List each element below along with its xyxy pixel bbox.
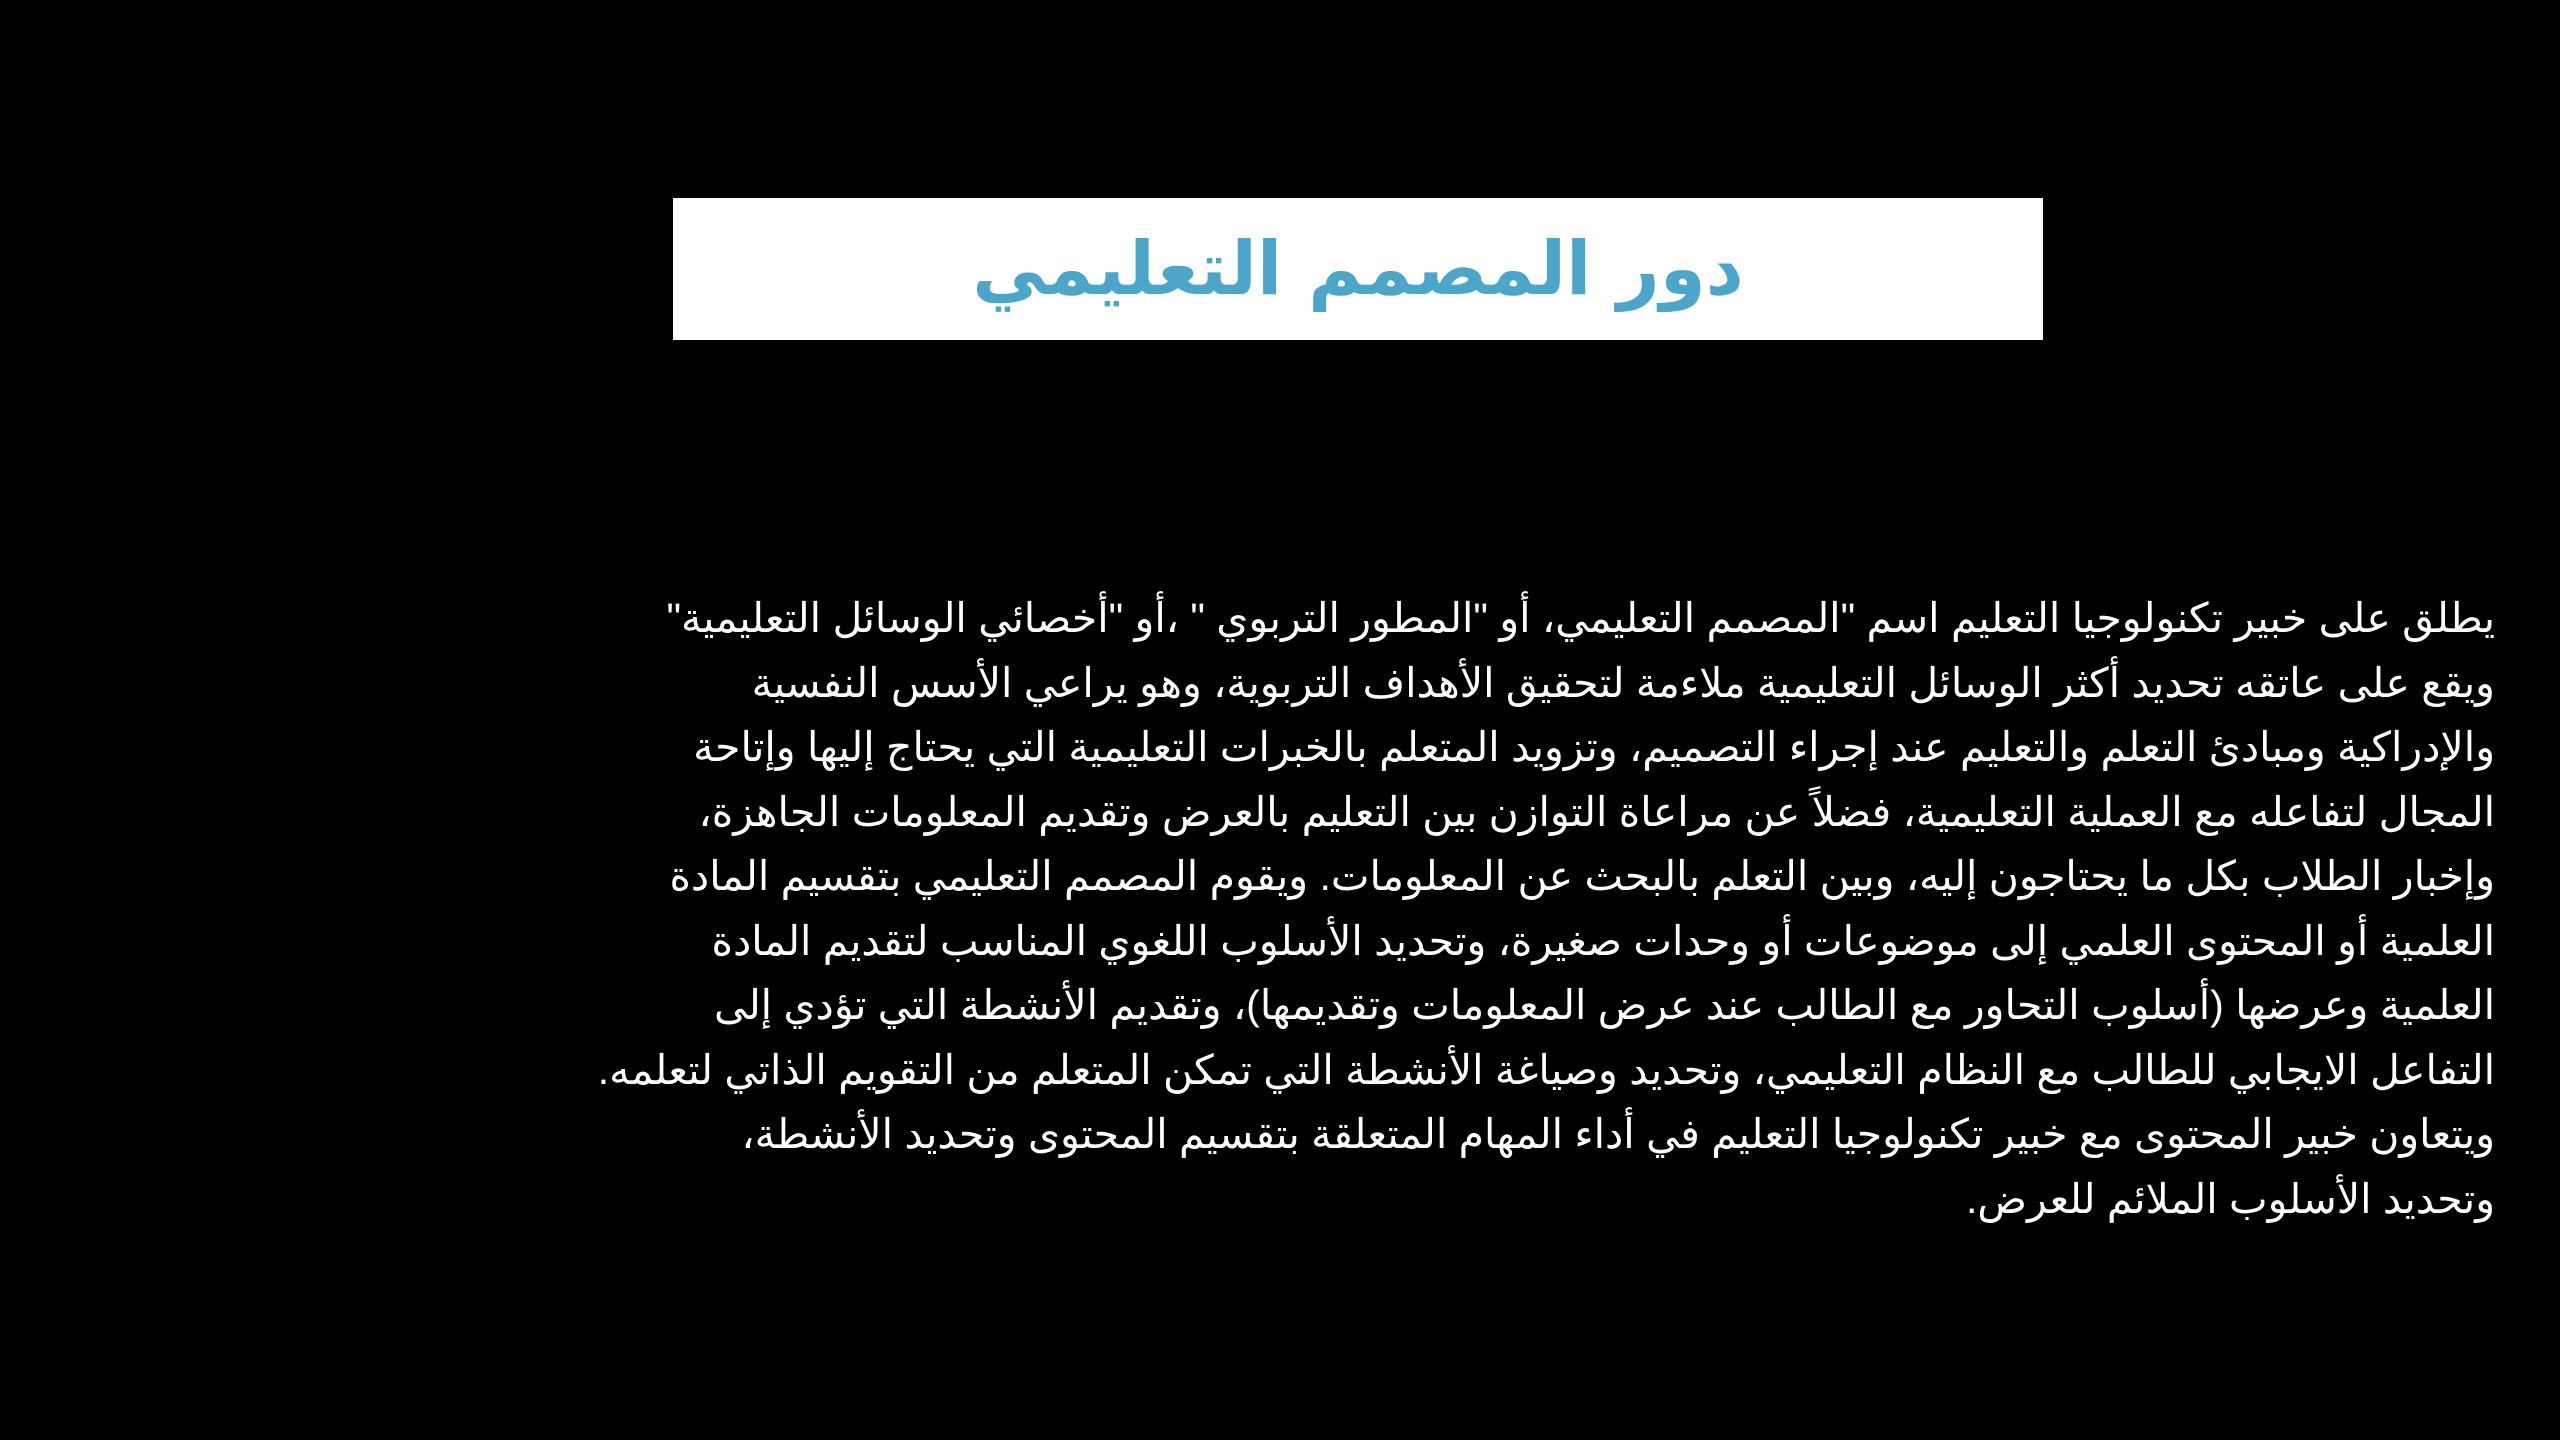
body-line: العلمية أو المحتوى العلمي إلى موضوعات أو وحدات صغيرة، وتحديد الأسلوب اللغوي المناسب لتقديم المادة xyxy=(711,917,2495,964)
body-paragraph xyxy=(460,586,2495,1231)
body-line: ويتعاون خبير المحتوى مع خبير تكنولوجيا التعليم في أداء المهام المتعلقة بتقسيم المحتوى وتحديد الأنشطة، xyxy=(741,1111,2495,1157)
body-line: العلمية وعرضها (أسلوب التحاور مع الطالب عند عرض المعلومات وتقديمها)، وتقديم الأنشطة التي تؤدي إلى xyxy=(714,982,2495,1028)
title-box xyxy=(673,198,2043,340)
slide-title: دور المصمم التعليمي xyxy=(972,226,1744,312)
body-line: ويقع على عاتقه تحديد أكثر الوسائل التعليمية ملاءمة لتحقيق الأهداف التربوية، وهو يراعي الأسس النفسية xyxy=(751,659,2495,706)
body-line: والإدراكية ومبادئ التعلم والتعليم عند إجراء التصميم، وتزويد المتعلم بالخبرات التعليمية التي يحتاج إليها وإتاحة xyxy=(693,724,2495,770)
body-line: المجال لتفاعله مع العملية التعليمية، فضلاً عن مراعاة التوازن بين التعليم بالعرض وتقديم المعلومات الجاهزة، xyxy=(698,788,2495,835)
body-line: وتحديد الأسلوب الملائم للعرض. xyxy=(1966,1175,2495,1222)
body-line: التفاعل الايجابي للطالب مع النظام التعليمي، وتحديد وصياغة الأنشطة التي تمكن المتعلم من التقويم الذاتي لتعلمه. xyxy=(597,1046,2495,1093)
body-line: وإخبار الطلاب بكل ما يحتاجون إليه، وبين التعلم بالبحث عن المعلومات. ويقوم المصمم التعليمي بتقسيم المادة xyxy=(669,853,2495,899)
body-line: يطلق على خبير تكنولوجيا التعليم اسم "المصمم التعليمي، أو "المطور التربوي " ،أو "أخصائي الوسائل التعليمية" xyxy=(666,595,2495,641)
